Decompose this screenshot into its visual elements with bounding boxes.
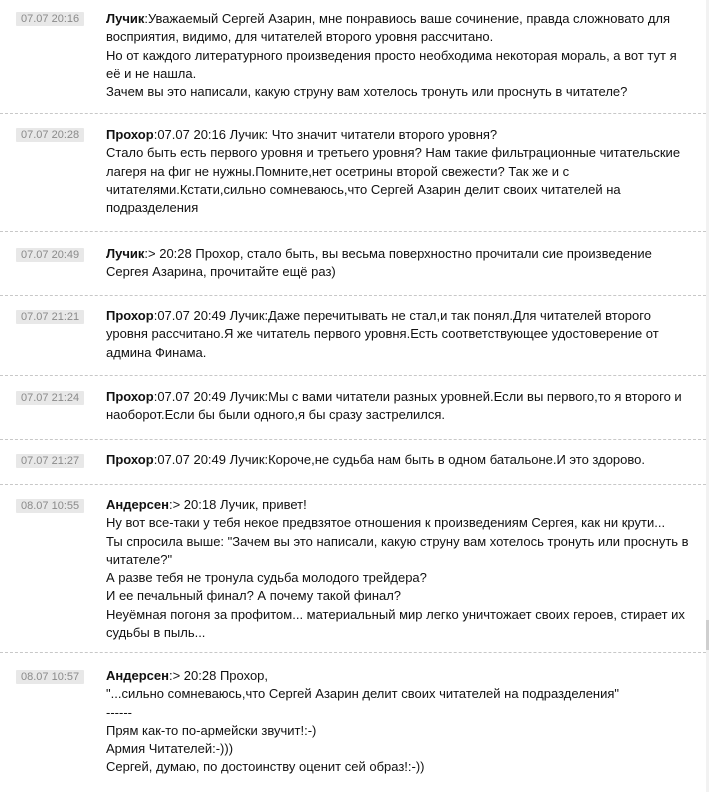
- comment-text: :07.07 20:49 Лучик:Мы с вами читатели разных уровней.Если вы первого,то я второго и: [153, 389, 682, 404]
- comment-text: :Уважаемый Сергей Азарин, мне понравиось ваше сочинение, правда сложновато для: [144, 11, 671, 26]
- comment-text: А разве тебя не тронула судьба молодого трейдера?: [106, 570, 427, 586]
- comment-text: И ее печальный финал? А почему такой финал?: [106, 588, 402, 604]
- comment-text: :07.07 20:49 Лучик:Даже перечитывать не стал,и так понял.Для читателей второго: [153, 308, 651, 323]
- comment-text: Армия Читателей:-))): [106, 741, 234, 757]
- comment-timestamp: 07.07 21:24: [16, 391, 84, 405]
- comment-timestamp: 07.07 21:27: [16, 454, 84, 468]
- comment-author[interactable]: Лучик: [106, 11, 145, 26]
- comment-text: наоборот.Если бы были одного,я бы сразу застрелился.: [106, 407, 446, 423]
- comment-text: Ну вот все-таки у тебя некое предвзятое отношения к произведениям Сергея, как ни крути...: [106, 515, 666, 531]
- comment: [0, 114, 706, 232]
- comment-author[interactable]: Прохор: [106, 127, 154, 142]
- comment-text: ------: [106, 704, 132, 720]
- comment-body: [106, 667, 692, 777]
- comment: [0, 653, 706, 792]
- comment-body: [106, 10, 692, 101]
- comment-body: [106, 451, 692, 469]
- comment-text: Неуёмная погоня за профитом... материальный мир легко уничтожает своих героев, стирает их: [106, 606, 685, 622]
- comment-author[interactable]: Прохор: [106, 308, 154, 323]
- comment-body: [106, 126, 692, 217]
- comment-author[interactable]: Лучик: [106, 246, 145, 261]
- comment-text: уровня рассчитано.Я же читатель первого уровня.Есть соответствующее удостоверение от: [106, 326, 659, 342]
- comment-text: читателе?": [106, 551, 173, 567]
- comment-timestamp: 08.07 10:57: [16, 670, 84, 684]
- comment-text: Сергея Азарина, прочитайте ещё раз): [106, 264, 336, 280]
- comment-text: :> 20:18 Лучик, привет!: [168, 497, 307, 512]
- comment-text: "...сильно сомневаюсь,что Сергей Азарин делит своих читателей на подразделения": [106, 686, 620, 702]
- comment-text: её и не нашла.: [106, 65, 197, 81]
- comment: [0, 232, 706, 296]
- comment-author[interactable]: Андерсен: [106, 668, 169, 683]
- comment-body: [106, 245, 692, 282]
- comment-timestamp: 07.07 21:21: [16, 310, 84, 324]
- comment: [0, 440, 706, 485]
- comment-timestamp: 07.07 20:49: [16, 248, 84, 262]
- comment-text: Зачем вы это написали, какую струну вам хотелось тронуть или проснуть в читателе?: [106, 84, 628, 100]
- comment-timestamp: 07.07 20:16: [16, 12, 84, 26]
- comment-text: :07.07 20:49 Лучик:Короче,не судьба нам быть в одном батальоне.И это здорово.: [153, 452, 645, 467]
- comment-text: подразделения: [106, 200, 199, 216]
- comment-text: :> 20:28 Прохор,: [168, 668, 269, 683]
- comment-text: Но от каждого литературного произведения просто необходима некоторая мораль, а вот тут я: [106, 47, 677, 63]
- comment-timestamp: 08.07 10:55: [16, 499, 84, 513]
- comment-body: [106, 307, 692, 362]
- comment-text: Прям как-то по-армейски звучит!:-): [106, 722, 317, 738]
- comment-text: читателями.Кстати,сильно сомневаюсь,что Сергей Азарин делит своих читателей на: [106, 181, 621, 197]
- comment-text: :> 20:28 Прохор, стало быть, вы весьма поверхностно прочитали сие произведение: [144, 246, 652, 261]
- comment: [0, 376, 706, 440]
- comment-text: :07.07 20:16 Лучик: Что значит читатели второго уровня?: [153, 127, 498, 142]
- comment-text: админа Финама.: [106, 344, 207, 360]
- comment-timestamp: 07.07 20:28: [16, 128, 84, 142]
- comment-text: Стало быть есть первого уровня и третьего уровня? Нам такие фильтрационные читательские: [106, 145, 681, 161]
- comment-body: [106, 496, 692, 642]
- comment-author[interactable]: Прохор: [106, 389, 154, 404]
- comment: [0, 485, 706, 653]
- comment-text: восприятия, видимо, для читателей второго уровня рассчитано.: [106, 29, 494, 45]
- comment: [0, 296, 706, 376]
- comment-author[interactable]: Андерсен: [106, 497, 169, 512]
- comment-author[interactable]: Прохор: [106, 452, 154, 467]
- comment-body: [106, 388, 692, 425]
- comment-text: судьбы в пыль...: [106, 625, 206, 641]
- comment-text: лагеря на фиг не нужны.Помните,нет осетрины второй свежести? Так же и с: [106, 163, 570, 179]
- comment-text: Сергей, думаю, по достоинству оценит сей образ!:-)): [106, 759, 425, 775]
- comment: [0, 0, 706, 114]
- comment-text: Ты спросила выше: "Зачем вы это написали, какую струну вам хотелось тронуть или проснуть в: [106, 533, 689, 549]
